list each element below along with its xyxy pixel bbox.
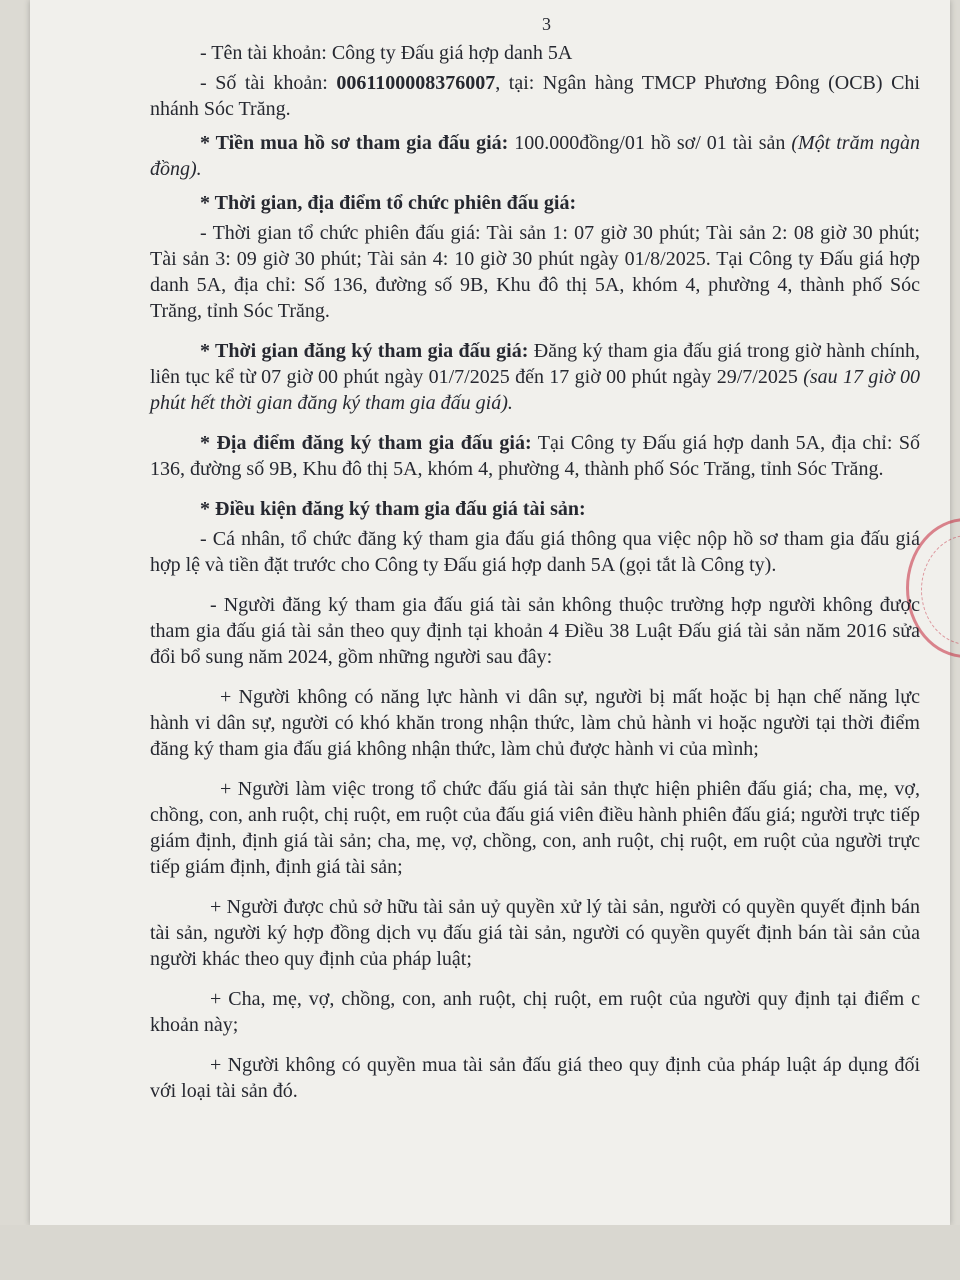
excluded-person-3: + Người được chủ sở hữu tài sản uỷ quyền xử lý tài sản, người có quyền quyết định bán tài sản, người ký hợp đồng dịch vụ đấu giá tài sản, người có quyền quyết định bán tài sản của người khác theo quy định của pháp luật; <box>150 896 920 970</box>
excluded-person-2: + Người làm việc trong tổ chức đấu giá tài sản thực hiện phiên đấu giá; cha, mẹ, vợ, chồng, con, anh ruột, chị ruột, em ruột của đấu giá viên điều hành phiên đấu giá; người trực tiếp giám định, định giá tài sản; cha, mẹ, vợ, chồng, con, anh ruột, chị ruột, em ruột của người trực tiếp giám định, định giá tài sản; <box>150 778 920 878</box>
account-name-line: - Tên tài khoản: Công ty Đấu giá hợp danh 5A <box>200 42 573 64</box>
excluded-person-1: + Người không có năng lực hành vi dân sự, người bị mất hoặc bị hạn chế năng lực hành vi dân sự, người có khó khăn trong nhận thức, làm chủ hành vi hoặc người tại thời điểm đăng ký tham gia đấu giá không nhận thức, làm chủ được hành vi của mình; <box>150 686 920 760</box>
registration-time-text: Đăng ký tham gia đấu giá trong giờ hành chính, liên tục kể từ 07 giờ 00 phút ngày 01/7/2025 đến 17 giờ 00 phút ngày 29/7/2025 <box>150 340 920 388</box>
time-place-paragraph: - Thời gian tổ chức phiên đấu giá: Tài sản 1: 07 giờ 30 phút; Tài sản 2: 08 giờ 30 phút; Tài sản 3: 09 giờ 30 phút; Tài sản 4: 10 giờ 30 phút ngày 01/8/2025. Tại Công ty Đấu giá hợp danh 5A, địa chỉ: Số 136, đường số 9B, Khu đô thị 5A, khóm 4, phường 4, thành phố Sóc Trăng, tỉnh Sóc Trăng. <box>150 222 920 322</box>
registration-time-label: * Thời gian đăng ký tham gia đấu giá: <box>200 340 529 362</box>
fee-text: 100.000đồng/01 hồ sơ/ 01 tài sản <box>508 132 792 154</box>
excluded-person-5: + Người không có quyền mua tài sản đấu giá theo quy định của pháp luật áp dụng đối với loại tài sản đó. <box>150 1054 920 1102</box>
fee-label: * Tiền mua hồ sơ tham gia đấu giá: <box>200 132 509 154</box>
account-number-line <box>150 70 920 122</box>
conditions-heading: * Điều kiện đăng ký tham gia đấu giá tài sản: <box>200 498 586 520</box>
account-bank: , tại: Ngân hàng TMCP Phương Đông (OCB) Chi nhánh Sóc Trăng. <box>150 72 920 120</box>
condition-paragraph-2: - Người đăng ký tham gia đấu giá tài sản không thuộc trường hợp người không được tham gia đấu giá tài sản theo quy định tại khoản 4 Điều 38 Luật Đấu giá tài sản năm 2016 sửa đổi bổ sung năm 2024, gồm những người sau đây: <box>150 594 920 668</box>
background-surface <box>0 1225 960 1280</box>
account-number-prefix: - Số tài khoản: <box>200 72 337 94</box>
page-number: 3 <box>542 14 551 34</box>
fee-paragraph <box>150 130 920 182</box>
registration-place-text: Tại Công ty Đấu giá hợp danh 5A, địa chỉ: Số 136, đường số 9B, Khu đô thị 5A, khóm 4, phường 4, thành phố Sóc Trăng, tỉnh Sóc Trăng. <box>150 432 920 480</box>
fee-words: (Một trăm ngàn đồng). <box>150 132 920 180</box>
registration-place-label: * Địa điểm đăng ký tham gia đấu giá: <box>200 432 532 454</box>
document-body <box>150 40 920 1112</box>
registration-time-paragraph <box>150 338 920 416</box>
condition-paragraph-1: - Cá nhân, tổ chức đăng ký tham gia đấu giá thông qua việc nộp hồ sơ tham gia đấu giá hợp lệ và tiền đặt trước cho Công ty Đấu giá hợp danh 5A (gọi tắt là Công ty). <box>150 528 920 576</box>
time-place-heading: * Thời gian, địa điểm tổ chức phiên đấu giá: <box>200 192 577 214</box>
registration-place-paragraph <box>150 430 920 482</box>
registration-time-note: (sau 17 giờ 00 phút hết thời gian đăng ký tham gia đấu giá). <box>150 366 920 414</box>
document-page <box>30 0 950 1225</box>
account-number: 0061100008376007 <box>336 72 496 94</box>
excluded-person-4: + Cha, mẹ, vợ, chồng, con, anh ruột, chị ruột, em ruột của người quy định tại điểm c khoản này; <box>150 988 920 1036</box>
